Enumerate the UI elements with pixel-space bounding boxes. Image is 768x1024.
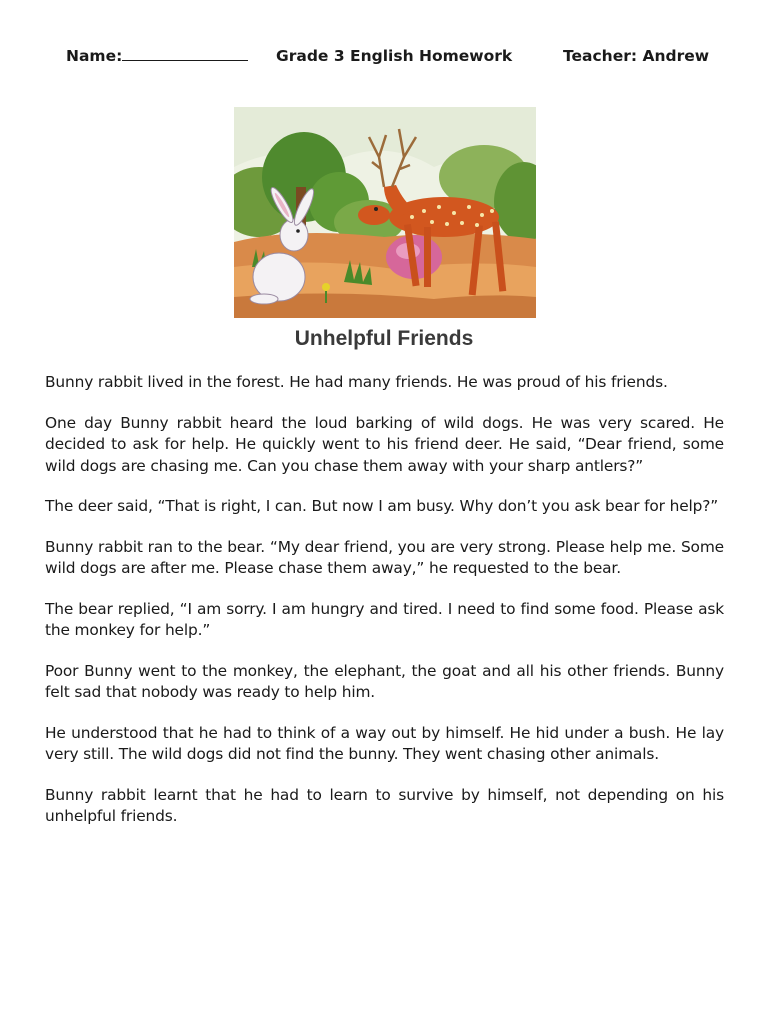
name-field	[66, 47, 248, 65]
teacher-name: Teacher: Andrew	[563, 47, 710, 65]
story-paragraph: He understood that he had to think of a way out by himself. He hid under a bush. He lay very still. The wild dogs did not find the bunny. They went chasing other animals.	[45, 723, 724, 763]
name-blank-line	[122, 47, 248, 61]
story-paragraph: The deer said, “That is right, I can. But now I am busy. Why don’t you ask bear for help?”	[45, 497, 719, 515]
rabbit-and-deer-illustration	[234, 107, 536, 318]
story-paragraph: Poor Bunny went to the monkey, the elephant, the goat and all his other friends. Bunny felt sad that nobody was ready to help him.	[45, 661, 724, 701]
story-illustration	[234, 107, 536, 318]
story-title: Unhelpful Friends	[294, 327, 474, 350]
story-paragraph: Bunny rabbit lived in the forest. He had many friends. He was proud of his friends.	[45, 373, 668, 391]
story-paragraph: The bear replied, “I am sorry. I am hungry and tired. I need to find some food. Please ask the monkey for help.”	[45, 599, 724, 639]
worksheet-header	[0, 47, 768, 69]
worksheet-title: Grade 3 English Homework	[276, 47, 513, 65]
name-label: Name:	[66, 47, 123, 65]
story-paragraph: Bunny rabbit learnt that he had to learn to survive by himself, not depending on his unhelpful friends.	[45, 785, 724, 825]
story-paragraph: Bunny rabbit ran to the bear. “My dear friend, you are very strong. Please help me. Some wild dogs are after me. Please chase them away,” he requested to the bear.	[45, 537, 724, 577]
story-paragraph: One day Bunny rabbit heard the loud barking of wild dogs. He was very scared. He decided to ask for help. He quickly went to his friend deer. He said, “Dear friend, some wild dogs are chasing me. Can you chase them away with your sharp antlers?”	[45, 413, 724, 475]
story-body	[45, 372, 724, 847]
